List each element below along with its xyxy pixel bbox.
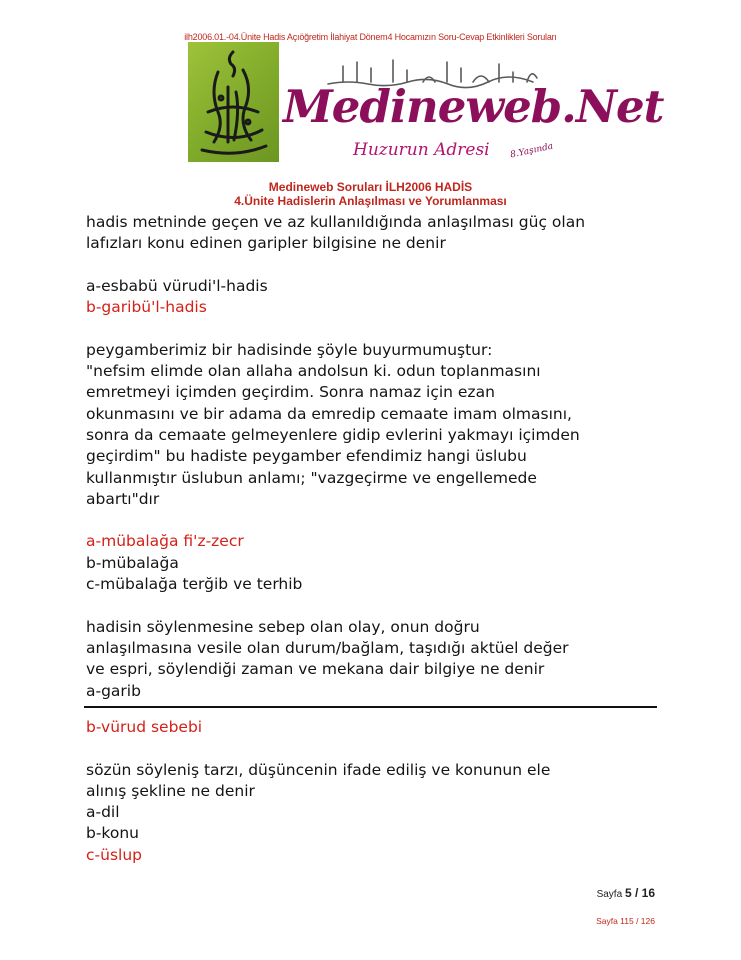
brand-tagline: Huzurun Adresi <box>353 140 490 160</box>
question-text: hadis metninde geçen ve az kullanıldığında anlaşılması güç olan <box>86 213 586 231</box>
correct-answer: b-garibü'l-hadis <box>86 298 207 317</box>
overall-page-number: Sayfa 115 / 126 <box>596 916 655 926</box>
question-text: kullanmıştır üslubun anlamı; "vazgeçirme ve engellemede <box>86 468 537 487</box>
question-text: "nefsim elimde olan allaha andolsun ki. odun toplanmasını <box>86 362 541 381</box>
page-number: Sayfa 5 / 16 <box>596 886 655 900</box>
course-header: ilh2006.01.-04.Ünite Hadis Açıöğretim İlahiyat Dönem4 Hocamızın Soru-Cevap Etkinlikleri Soruları <box>184 32 557 42</box>
option-b: b-konu <box>86 824 139 843</box>
title-line-2: 4.Ünite Hadislerin Anlaşılması ve Yorumlanması <box>234 194 507 208</box>
page-total: 16 <box>641 886 655 900</box>
question-text: peygamberimiz bir hadisinde şöyle buyurmumuştur: <box>86 340 493 359</box>
option-a: a-esbabü vürudi'l-hadis <box>86 276 268 295</box>
question-text: sonra da cemaate gelmeyenlere gidip evlerini yakmayı içimden <box>86 425 580 444</box>
question-text: emretmeyi içimden geçirdim. Sonra namaz için ezan <box>86 383 495 402</box>
page-divider <box>84 706 657 708</box>
brand-name: Medineweb.Net <box>283 80 664 133</box>
option-b: b-mübalağa <box>86 553 179 572</box>
calligraphy-emblem <box>188 42 279 162</box>
correct-answer: a-mübalağa fi'z-zecr <box>86 532 244 551</box>
age-badge: 8.Yaşında <box>509 141 555 161</box>
option-a: a-dil <box>86 803 120 822</box>
page-label: Sayfa <box>596 889 623 900</box>
question-text: geçirdim" bu hadiste peygamber efendimiz hangi üslubu <box>86 447 527 466</box>
questions-block-2 <box>86 717 666 866</box>
question-text: abartı"dır <box>86 489 160 508</box>
option-a: a-garib <box>86 681 141 700</box>
site-logo <box>188 42 664 168</box>
question-text: hadisin söylenmesine sebep olan olay, onun doğru <box>86 617 480 636</box>
title-line-1: Medineweb Soruları İLH2006 HADİS <box>268 180 473 194</box>
document-title <box>0 180 741 208</box>
option-c: c-mübalağa terğib ve terhib <box>86 575 303 594</box>
correct-answer: b-vürud sebebi <box>86 718 203 736</box>
question-text: alınış şekline ne denir <box>86 781 255 800</box>
question-text: okunmasını ve bir adama da emredip cemaate imam olmasını, <box>86 404 572 423</box>
questions-block-1 <box>86 212 666 702</box>
question-text: lafızları konu edinen garipler bilgisine ne denir <box>86 234 446 253</box>
question-text: sözün söyleniş tarzı, düşüncenin ifade ediliş ve konunun ele <box>86 760 551 779</box>
question-text: anlaşılmasına vesile olan durum/bağlam, taşıdığı aktüel değer <box>86 638 569 657</box>
page-current: 5 <box>624 886 632 900</box>
correct-answer: c-üslup <box>86 845 142 864</box>
question-text: ve espri, söylendiği zaman ve mekana dair bilgiye ne denir <box>86 660 545 679</box>
calligraphy-icon <box>188 42 279 162</box>
